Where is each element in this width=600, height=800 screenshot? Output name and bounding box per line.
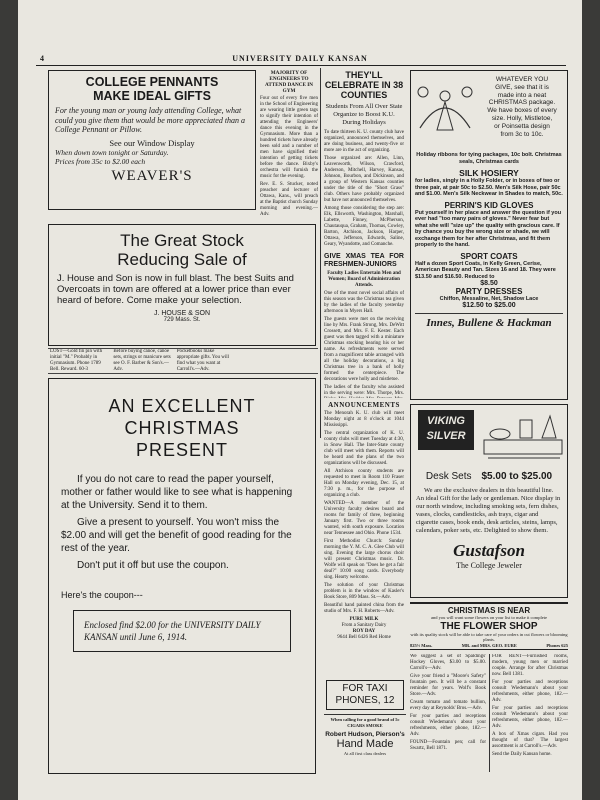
gustafson-ad [410,404,568,598]
xmas-tea-para: The guests were met on the receiving line by Mrs. Frank Strong, Mrs. DeWitt Crossett, and Mrs. F. E. Kester. Each guest was then tagged with a miniature Christmas stocking bearing his or her name. As refreshments were served from a magnificent table arranged with all the holiday decorations, a big Christmas tree in a bank of holly formed the centerpiece. The decorations were holly and mistletoe. [324,317,404,382]
xmas-tea-sub: Faculty Ladies Entertain Men and Women; Board of Administration Attends. [327,271,401,288]
newspaper-page [18,0,582,800]
flower-footer [410,643,568,649]
announcement: The Menorah K. U. club will meet Monday night at 8 o'clock at 1044 Mississippi. [324,411,404,428]
house-ad [48,224,316,346]
party-price: $12.50 to $25.00 [462,302,516,309]
party-title: PARTY DRESSES [455,287,523,296]
weavers-prices: Prices from 35c to $2.00 each [55,156,146,166]
whatever-line: from 3c to 10c. [500,130,544,138]
weavers-window: See our Window Display [109,137,195,148]
classified: Give your friend a "Moore's Safety" fountain pen. It will be a constant reminder for years. Wolf's Book Store.—Adv. [410,674,486,697]
coupon-box[interactable] [73,610,291,652]
weavers-headline-1: COLLEGE PENNANTS [85,75,219,89]
whatever-line: CHRISTMAS package. [488,99,556,107]
innes-ad [410,70,568,400]
strip-ad: LOST—Gold fin pin with initial "M." Probably in Gymnasium. Phone 1789 Bell. Reward. 60-3 [50,349,103,372]
classified: FOR RENT—Furnished rooms, modern, young men or married couple. Arrange for after Christmas now. Bell 1381. [492,654,568,677]
house-name: J. HOUSE & SON [153,310,210,317]
weavers-body: For the young man or young lady attending College, what could you give them that would be more appreciated than a College Pennant or Pillow. [55,106,246,134]
announcement: The solution of your Christmas problem is in the window of Kasler's Book Store, 809 Mass. St.—Adv. [324,583,404,600]
house-address: 729 Mass. St. [163,317,201,323]
classified: We suggest a set of Spaldings' Hockey Gloves, $3.00 to $5.00. Carroll's—Adv. [410,654,486,671]
hudson-cigar: When calling for a good brand of 5c CIGARS SMOKE [330,717,400,728]
hudson-ad [324,714,406,774]
whatever-line: made into a neat [497,91,547,99]
xmas-tea-para: One of the most novel social affairs of this season was the Christmas tea given by the ladies of the faculty yesterday afternoon in Myers Hall. [324,291,404,314]
gloves-title: PERRIN'S KID GLOVES [444,200,534,210]
taxi-ad [326,680,404,710]
gustafson-sub: The College Jeweler [456,561,522,570]
gustafson-header [416,408,562,466]
flower-quality: with its quality stock will be able to take care of your orders in cut flowers or blooming plants. [410,631,568,642]
weavers-downtown: When down town tonight or Saturday. [55,147,169,157]
announcement: Beautiful hand painted china from the studio of Mrs. F. H. Roberts—Adv. [324,603,404,614]
celebrate-para: Those organized are: Allen, Linn, Leavenworth, Wilson, Crawford, Anderson, Mitchell, Harvey, Kansas, Johnson, Bourbon, and Dickinson, and a group of Western Kansas counties under the title of the "Short Grass" club. Others have probably organized but have not announced themselves. [324,156,404,203]
hudson-sub: At all first class dealers [343,751,387,756]
shopper-illustration [415,78,475,138]
subscription-ad [48,378,316,774]
innes-signature: Innes, Bullene & Hackman [415,313,563,329]
announcements-title: ANNOUNCEMENTS [328,402,400,409]
celebrate-headline: THEY'LL CELEBRATE IN 38 COUNTIES [324,70,404,100]
flower-phones: Phones 625 [546,642,568,648]
classified: For your parties and receptions consult Wiedemann's about your refreshments, either phone, 182.—Adv. [410,714,486,737]
milk-phones: 9644 Bell 6426 Red Home [337,635,391,640]
classified: Cream tomato and tomato bullion, every day at Reynolds' Bros.—Adv. [410,700,486,711]
engineers-para: Four out of every five men in the School of Engineering are wearing little green tags to signify their intention of attending the Engineers' dance this evening in the Gymnasium. More than a hundred tickets have already been sold and a number of men have signified their intention of getting tickets before the dance. Bixby's orchestra will furnish the music for the evening. [260,96,318,179]
classified: Send the Daily Kansan home. [492,752,552,757]
column-rule [489,654,490,772]
milk-title: PURE MILK [349,617,379,622]
announcement: All Atchison county students are requested to meet in Room 110 Fraser Hall on Monday evening, Dec. 15, at 7:30 p. m., for the purpose of organizing a club. [324,469,404,498]
engineers-column [260,70,318,216]
desk-label: Desk Sets [425,471,472,482]
taxi-line-1: FOR TAXI [342,683,388,694]
gloves-body: Put yourself in her place and answer the question if you ever had "too many pairs of gloves." Never fear but what she will "size up" the quality with gracious care. If by chance you buy the wrong size or shade, we will exchange them for her after Christmas, and fit them properly to the hand. [415,209,562,248]
announcement: The central organization of K. U. county clubs will meet Tuesday at 4:30, in Snow Hall. The Inter-State county club will meet with them. Reports will be heard and the plans of the two organizations will be discussed. [324,431,404,466]
celebrate-para: To date thirteen K. U. county club have organized, announced themselves, and are doing business, and twenty-five or more are in the act of organizing. [324,130,404,153]
desk-line [416,466,562,484]
logo-line-1: VIKING [427,415,465,427]
excellent-h2: CHRISTMAS [124,418,240,438]
whatever-line: or Poinsetta design [494,122,550,130]
party-body: Chiffon, Messaline, Net, Shadow Lace [439,296,539,302]
flower-owners: MR. and MRS. GEO. EURE [461,642,517,648]
page-number: 4 [40,54,45,63]
celebrate-sub: Students From All Over State Organize to Boost K.U. During Holidays [325,103,403,126]
whatever-line: GIVE, see that it is [495,83,549,91]
celebrate-column [324,70,404,398]
excellent-h3: PRESENT [135,440,229,460]
engineers-para: Rev. E. S. Stucker, noted preacher and lecturer of Ottawa, Kans., will preach at the Baptist church Sunday morning and evening.—Adv. [260,182,318,216]
house-headline-2: Reducing Sale of [117,250,247,269]
whatever-line: WHATEVER YOU [495,76,549,83]
coupon-text: Enclosed find $2.00 for the UNIVERSITY DAILY KANSAN until June 6, 1914. [84,620,261,642]
gustafson-body: We are the exclusive dealers in this beautiful line. An ideal Gift for the lady or gentleman. Nice display in our north window, including smoking sets, fern dishes, vases, clocks, candlesticks, ash trays, cigar and cigarette cases, book ends, desk articles, steins, lamps, calendars, poker sets, etc. Delighted to show them. [416,487,561,534]
milk-sub: From a Sanitary Dairy [341,623,387,628]
house-headline-1: The Great Stock [120,231,244,250]
viking-silver-logo [418,410,474,450]
header-rule [36,65,566,66]
column-rule [320,68,321,438]
paper-title: UNIVERSITY DAILY KANSAN [232,54,368,63]
excellent-p3: Don't put it off but use the coupon. [77,560,229,571]
weavers-headline-2: MAKE IDEAL GIFTS [93,89,211,103]
silk-title: SILK HOSIERY [459,168,519,178]
strip-ad: Before buying canoe, canoe sets, strings or manicure sets see O. F. Barber & Son's.—Adv. [113,349,171,372]
hudson-title: Hand Made [336,738,394,750]
classifieds-right [492,654,568,774]
classified: For your parties and receptions consult Wiedemann's about your refreshments, either phone, 182.—Adv. [492,706,568,729]
classified: FOUND—Fountain pen; call for Swartz, Bell 1871. [410,740,486,751]
classified: For your parties and receptions consult Wiedemann's about your refreshments, either phone, 182.—Adv. [492,680,568,703]
xmas-tea-headline: GIVE XMAS TEA FOR FRESHMEN-JUNIORS [324,253,404,268]
flower-top: CHRISTMAS IS NEAR [447,606,531,615]
flower-line: and you will want some flowers on your list to make it complete [431,615,547,620]
announcement: First Methodist Church: Sunday morning the Y. M. C. A. Glee Club will sing. Evening the large chorus choir will present Christmas music. Dr. Wolfe will speak on "Does he get a fair deal?" 10:00 song cards. Everybody sing. Hearty welcome. [324,539,404,580]
house-body: J. House and Son is now in full blast. The best Suits and Overcoats in town are offered at a lower price than ever heard of before. Come make your selection. [57,273,294,306]
classified-strip [48,348,318,374]
whatever-text [477,76,567,138]
classified: A box of Xmas cigars. Had you thought of that? The largest assortment is at Carroll's.—Adv. [492,732,568,749]
flower-address: 825½ Mass. [410,642,433,648]
coats-price: $8.50 [480,280,498,287]
weavers-ad [48,70,256,210]
whatever-line: size. Holly, Mistletoe, [491,114,553,122]
gustafson-name: Gustafson [453,541,525,560]
celebrate-para: Among those considering the step are: Elk, Ellsworth, Washington, Marshall, Labette, Finney, McPherson, Chautauqua, Graham, Thomas, Cowley, Barton, Atchison, Jackson, Harper, Ottawa, Jefferson, Edwards, Saline, Geary, Wyandotte, and Comanche. [324,206,404,247]
excellent-p1: If you do not care to read the paper yourself, mother or father would like to see what is happening at the University. Send it to them. [61,474,293,511]
excellent-h1: AN EXCELLENT [108,396,256,416]
coats-body: Half a dozen Sport Coats, in Kelly Green, Cerise, American Beauty and Tan. Sizes 16 and 18. They were $13.50 and $16.50. Reduced to [415,260,556,280]
logo-line-2: SILVER [426,430,466,442]
classifieds-middle [410,654,486,774]
whatever-line: We have boxes of every [487,107,557,115]
announcements-column [324,402,404,674]
strip-ad: Pocketbooks make appropriate gifts. You will find what you want at Carroll's.—Adv. [176,349,230,372]
engineers-title: MAJORITY OF ENGINEERS TO ATTEND DANCE IN GYM [264,70,314,94]
ribbons-text: Holiday ribbons for tying packages, 10c bolt. Christmas seals, Christmas cards [416,152,562,165]
xmas-tea-para: The ladies of the faculty who assisted in the serving were: Mrs. Thorpe, Mrs. [324,385,404,396]
silk-body: for ladies, singly in a Holly Folder, or in boxes of two or three pair, at pair 50c to $2.50. Men's Silk Hose, pair 50c and $1.00. Men's Silk Neckwear in Shades to match, 50c. [415,178,563,197]
hudson-name: Robert Hudson, Pierson's [325,731,405,738]
taxi-line-2: PHONES, 12 [335,695,395,706]
weavers-brand: WEAVER'S [111,167,193,184]
milk-name: ROY DAY [352,629,376,634]
desk-price: $5.00 to $25.00 [481,471,553,482]
announcement: WANTED—A member of the University faculty desires board and rooms for family of three, beginning January first. Two or three rooms wanted, with south exposure. Location near Tennessee and Ohio. Phone 1534. [324,501,404,536]
coats-title: SPORT COATS [460,251,518,261]
flower-shop-ad [410,602,568,650]
flower-name: THE FLOWER SHOP [440,620,538,632]
excellent-p2: Give a present to yourself. You won't miss the $2.00 and will get the benefit of good reading for the rest of the year. [61,517,292,554]
desk-set-illustration [480,410,568,464]
coupon-label: Here's the coupon--- [61,590,143,600]
